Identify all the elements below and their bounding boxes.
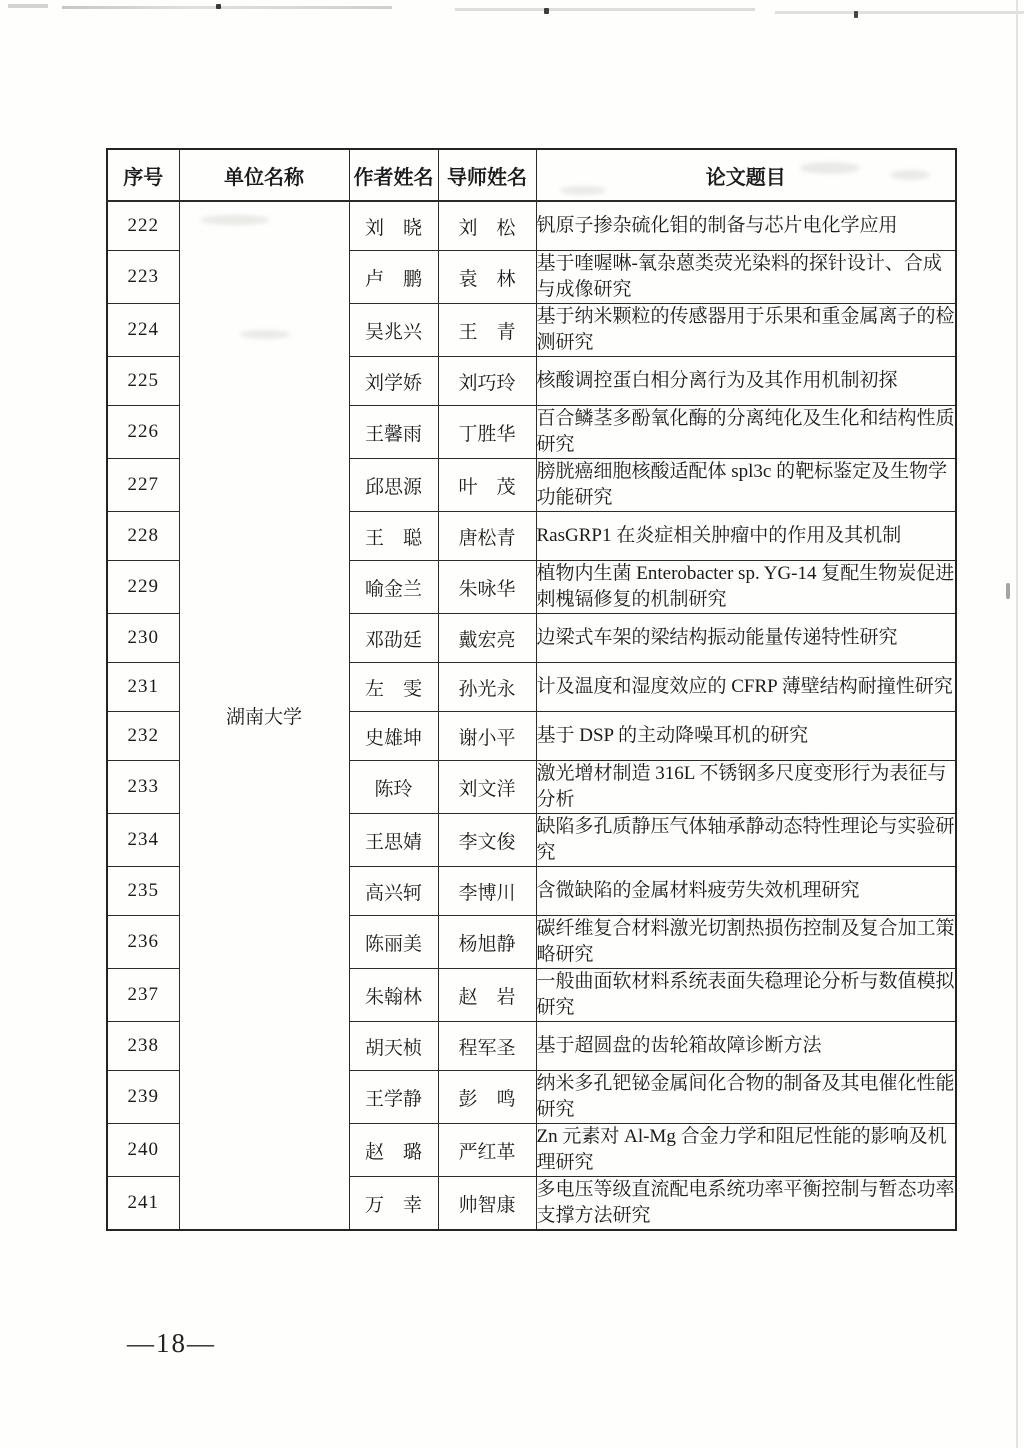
scan-artifact-dot	[216, 4, 221, 9]
thesis-title-cell: 边梁式车架的梁结构振动能量传递特性研究	[536, 614, 956, 663]
author-name-cell: 万 幸	[349, 1177, 438, 1231]
advisor-name-cell: 刘文洋	[438, 761, 536, 814]
thesis-title-cell: 多电压等级直流配电系统功率平衡控制与暂态功率支撑方法研究	[536, 1177, 956, 1231]
author-name-cell: 刘学娇	[349, 357, 438, 406]
row-number-cell: 241	[107, 1177, 179, 1231]
advisor-name-cell: 程军圣	[438, 1022, 536, 1071]
thesis-title-cell: 纳米多孔钯铋金属间化合物的制备及其电催化性能研究	[536, 1071, 956, 1124]
thesis-title-cell: 基于 DSP 的主动降噪耳机的研究	[536, 712, 956, 761]
author-name-cell: 高兴轲	[349, 867, 438, 916]
advisor-name-cell: 谢小平	[438, 712, 536, 761]
advisor-name-cell: 李博川	[438, 867, 536, 916]
university-cell: 湖南大学	[179, 201, 349, 1230]
advisor-name-cell: 袁 林	[438, 251, 536, 304]
thesis-title-cell: 碳纤维复合材料激光切割热损伤控制及复合加工策略研究	[536, 916, 956, 969]
header-row	[107, 149, 956, 201]
scan-artifact-edge	[1016, 0, 1018, 1448]
thesis-title-cell: 基于超圆盘的齿轮箱故障诊断方法	[536, 1022, 956, 1071]
author-name-cell: 王思婧	[349, 814, 438, 867]
thesis-table	[106, 148, 957, 1231]
row-number-cell: 228	[107, 512, 179, 561]
col-header-number: 序号	[107, 149, 179, 201]
row-number-cell: 224	[107, 304, 179, 357]
row-number-cell: 239	[107, 1071, 179, 1124]
advisor-name-cell: 丁胜华	[438, 406, 536, 459]
author-name-cell: 朱翰林	[349, 969, 438, 1022]
author-name-cell: 王 聪	[349, 512, 438, 561]
advisor-name-cell: 赵 岩	[438, 969, 536, 1022]
row-number-cell: 234	[107, 814, 179, 867]
thesis-title-cell: 含微缺陷的金属材料疲劳失效机理研究	[536, 867, 956, 916]
advisor-name-cell: 帅智康	[438, 1177, 536, 1231]
advisor-name-cell: 杨旭静	[438, 916, 536, 969]
col-header-title: 论文题目	[536, 149, 956, 201]
author-name-cell: 王馨雨	[349, 406, 438, 459]
scan-artifact-line	[455, 8, 755, 11]
row-number-cell: 225	[107, 357, 179, 406]
scan-artifact-line	[62, 6, 392, 9]
table-header	[107, 149, 956, 201]
author-name-cell: 卢 鹏	[349, 251, 438, 304]
row-number-cell: 231	[107, 663, 179, 712]
thesis-title-cell: 基于喹喔啉-氧杂蒽类荧光染料的探针设计、合成与成像研究	[536, 251, 956, 304]
advisor-name-cell: 严红革	[438, 1124, 536, 1177]
row-number-cell: 229	[107, 561, 179, 614]
row-number-cell: 236	[107, 916, 179, 969]
author-name-cell: 吴兆兴	[349, 304, 438, 357]
page-number: —18—	[127, 1328, 216, 1358]
thesis-title-cell: 计及温度和湿度效应的 CFRP 薄壁结构耐撞性研究	[536, 663, 956, 712]
thesis-title-cell: 激光增材制造 316L 不锈钢多尺度变形行为表征与分析	[536, 761, 956, 814]
scan-artifact-mark	[1006, 583, 1010, 599]
thesis-title-cell: 钒原子掺杂硫化钼的制备与芯片电化学应用	[536, 201, 956, 251]
scan-artifact-dot	[544, 8, 549, 14]
author-name-cell: 陈丽美	[349, 916, 438, 969]
advisor-name-cell: 孙光永	[438, 663, 536, 712]
thesis-title-cell: 一般曲面软材料系统表面失稳理论分析与数值模拟研究	[536, 969, 956, 1022]
advisor-name-cell: 唐松青	[438, 512, 536, 561]
author-name-cell: 喻金兰	[349, 561, 438, 614]
thesis-title-cell: RasGRP1 在炎症相关肿瘤中的作用及其机制	[536, 512, 956, 561]
table-row	[107, 201, 956, 251]
row-number-cell: 230	[107, 614, 179, 663]
thesis-title-cell: 基于纳米颗粒的传感器用于乐果和重金属离子的检测研究	[536, 304, 956, 357]
row-number-cell: 232	[107, 712, 179, 761]
row-number-cell: 227	[107, 459, 179, 512]
scan-artifact-line	[775, 11, 1024, 14]
author-name-cell: 胡天桢	[349, 1022, 438, 1071]
author-name-cell: 史雄坤	[349, 712, 438, 761]
scan-artifact-line	[8, 4, 48, 8]
row-number-cell: 235	[107, 867, 179, 916]
thesis-title-cell: 百合鳞茎多酚氧化酶的分离纯化及生化和结构性质研究	[536, 406, 956, 459]
advisor-name-cell: 刘 松	[438, 201, 536, 251]
row-number-cell: 222	[107, 201, 179, 251]
row-number-cell: 240	[107, 1124, 179, 1177]
thesis-title-cell: 核酸调控蛋白相分离行为及其作用机制初探	[536, 357, 956, 406]
advisor-name-cell: 王 青	[438, 304, 536, 357]
col-header-author: 作者姓名	[349, 149, 438, 201]
author-name-cell: 陈玲	[349, 761, 438, 814]
author-name-cell: 王学静	[349, 1071, 438, 1124]
advisor-name-cell: 彭 鸣	[438, 1071, 536, 1124]
row-number-cell: 226	[107, 406, 179, 459]
author-name-cell: 赵 璐	[349, 1124, 438, 1177]
author-name-cell: 左 雯	[349, 663, 438, 712]
table-body	[107, 201, 956, 1230]
advisor-name-cell: 叶 茂	[438, 459, 536, 512]
row-number-cell: 233	[107, 761, 179, 814]
col-header-unit: 单位名称	[179, 149, 349, 201]
author-name-cell: 刘 晓	[349, 201, 438, 251]
row-number-cell: 238	[107, 1022, 179, 1071]
thesis-title-cell: Zn 元素对 Al-Mg 合金力学和阻尼性能的影响及机理研究	[536, 1124, 956, 1177]
advisor-name-cell: 戴宏亮	[438, 614, 536, 663]
thesis-title-cell: 植物内生菌 Enterobacter sp. YG-14 复配生物炭促进刺槐镉修复的机制研究	[536, 561, 956, 614]
thesis-title-cell: 膀胱癌细胞核酸适配体 spl3c 的靶标鉴定及生物学功能研究	[536, 459, 956, 512]
row-number-cell: 237	[107, 969, 179, 1022]
author-name-cell: 邓劭廷	[349, 614, 438, 663]
col-header-advisor: 导师姓名	[438, 149, 536, 201]
thesis-title-cell: 缺陷多孔质静压气体轴承静动态特性理论与实验研究	[536, 814, 956, 867]
row-number-cell: 223	[107, 251, 179, 304]
author-name-cell: 邱思源	[349, 459, 438, 512]
advisor-name-cell: 李文俊	[438, 814, 536, 867]
advisor-name-cell: 朱咏华	[438, 561, 536, 614]
scan-artifact-dot	[854, 11, 858, 18]
advisor-name-cell: 刘巧玲	[438, 357, 536, 406]
